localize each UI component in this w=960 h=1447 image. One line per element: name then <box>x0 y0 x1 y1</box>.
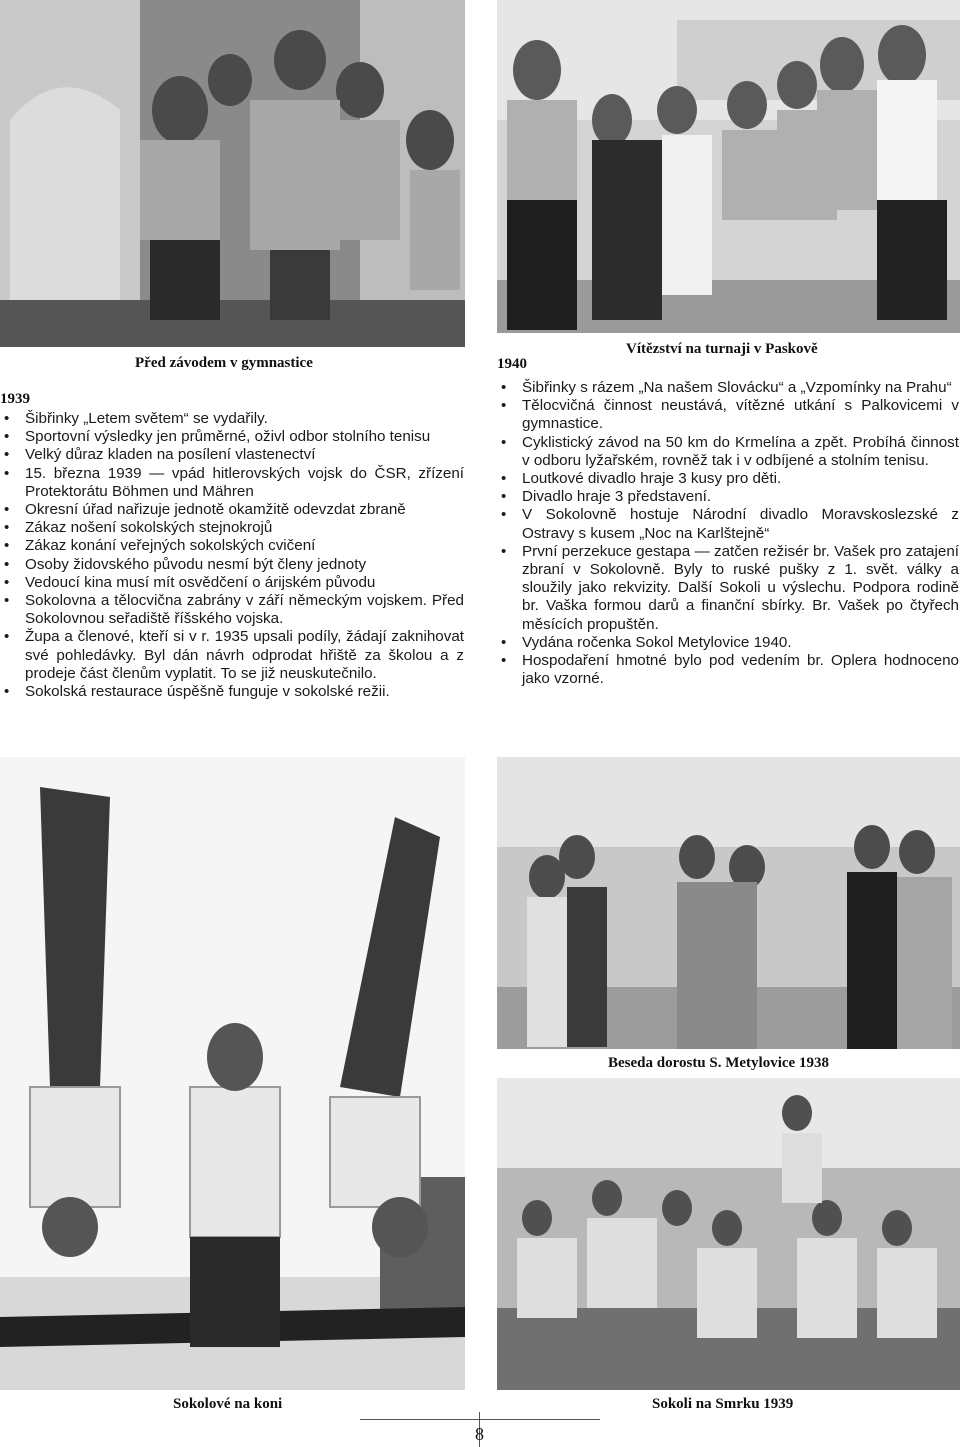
photo-sokoli-na-smrku <box>497 1078 960 1390</box>
caption-paskov: Vítězství na turnaji v Paskově <box>626 341 818 357</box>
photo-gymnastics-group <box>0 0 465 347</box>
list-item: • Sokolská restaurace úspěšně funguje v sokolské režii. <box>0 683 464 701</box>
list-item: • Okresní úřad nařizuje jednotě okamžitě odevzdat zbraně <box>0 501 464 519</box>
list-item: • Divadlo hraje 3 představení. <box>497 488 959 506</box>
list-item: • Hospodaření hmotné bylo pod vedením br. Oplera hodnoceno jako vzorné. <box>497 652 959 688</box>
list-item: • Velký důraz kladen na posílení vlastenectví <box>0 446 464 464</box>
page-number: 8 <box>475 1424 484 1444</box>
list-1940 <box>497 379 959 688</box>
list-item: • První perzekuce gestapa — zatčen režisér br. Vašek pro zatajení zbraní v Sokolovně. Byly to ruské pušky z 1. svět. války a sloužily jako rekvizity. Další Sokoli u výslechu. Podpora rodině br. Vaška formou darů a finanční sbírky. Br. Vašek po čtyřech měsících propuštěn. <box>497 543 959 634</box>
list-1939 <box>0 410 464 701</box>
list-item: • Sportovní výsledky jen průměrné, oživl odbor stolního tenisu <box>0 428 464 446</box>
list-item: • 15. března 1939 — vpád hitlerovských vojsk do ČSR, zřízení Protektorátu Böhmen und Mähren <box>0 465 464 501</box>
list-item: • Vedoucí kina musí mít osvědčení o árijském původu <box>0 574 464 592</box>
list-item: • Zákaz nošení sokolských stejnokrojů <box>0 519 464 537</box>
year-heading-1939: 1939 <box>0 391 30 407</box>
list-item: • Šibřinky s rázem „Na našem Slovácku“ a „Vzpomínky na Prahu“ <box>497 379 959 397</box>
photo-beseda-dorostu <box>497 757 960 1049</box>
list-item: • Vydána ročenka Sokol Metylovice 1940. <box>497 634 959 652</box>
list-item: • V Sokolovně hostuje Národní divadlo Moravskoslezské z Ostravy s kusem „Noc na Karlštejně“ <box>497 506 959 542</box>
list-item: • Zákaz konání veřejných sokolských cvičení <box>0 537 464 555</box>
caption-gymnastics: Před závodem v gymnastice <box>135 355 313 371</box>
list-item: • Osoby židovského původu nesmí být členy jednoty <box>0 556 464 574</box>
caption-beseda: Beseda dorostu S. Metylovice 1938 <box>608 1055 829 1071</box>
caption-smrk: Sokoli na Smrku 1939 <box>652 1396 794 1412</box>
list-item: • Sokolovna a tělocvična zabrány v září německým vojskem. Před Sokolovnou seřadiště říšského vojska. <box>0 592 464 628</box>
list-item: • Tělocvičná činnost neustává, vítězné utkání s Palkovicemi v gymnastice. <box>497 397 959 433</box>
list-item: • Župa a členové, kteří si v r. 1935 upsali podíly, žádají zaknihovat své pohledávky. Byl dán návrh odprodat hřiště za školou a z prodeje část členům vyplatit. To se již neuskutečnilo. <box>0 628 464 683</box>
year-heading-1940: 1940 <box>497 356 527 372</box>
page-number-rule <box>360 1419 600 1420</box>
photo-paskov-victory <box>497 0 960 333</box>
photo-sokolove-na-koni <box>0 757 465 1390</box>
caption-kon: Sokolové na koni <box>173 1396 283 1412</box>
list-item: • Loutkové divadlo hraje 3 kusy pro děti. <box>497 470 959 488</box>
list-item: • Šibřinky „Letem světem“ se vydařily. <box>0 410 464 428</box>
list-item: • Cyklistický závod na 50 km do Krmelína a zpět. Probíhá činnost v odboru lyžařském, rovněž tak i v odbíjené a stolním tenisu. <box>497 434 959 470</box>
